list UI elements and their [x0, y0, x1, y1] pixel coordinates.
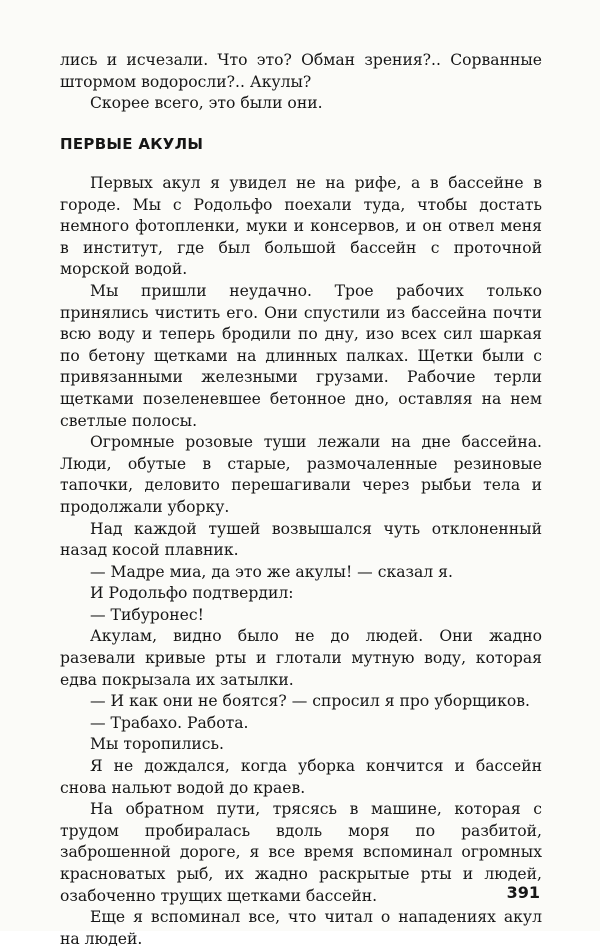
paragraph: Я не дождался, когда уборка кончится и бассейн снова нальют водой до краев.: [60, 757, 542, 797]
page-number: 391: [506, 883, 540, 902]
paragraph: лись и исчезали. Что это? Обман зрения?.. Сорванные штормом водоросли?.. Акулы?: [60, 51, 542, 91]
paragraph: Еще я вспоминал все, что читал о нападениях акул на людей.: [60, 908, 542, 948]
paragraph: — Трабахо. Работа.: [90, 713, 249, 732]
paragraph: Первых акул я увидел не на рифе, а в бассейне в городе. Мы с Родольфо поехали туда, чтобы достать немного фотопленки, муки и консервов, и он отвел меня в институт, где был большой бассейн с проточной морской водой.: [60, 174, 542, 279]
paragraph: Огромные розовые туши лежали на дне бассейна. Люди, обутые в старые, размочаленные резиновые тапочки, деловито перешагивали через рыбьи тела и продолжали уборку.: [60, 433, 542, 516]
section-heading: ПЕРВЫЕ АКУЛЫ: [60, 135, 204, 153]
paragraph: Акулам, видно было не до людей. Они жадно разевали кривые рты и глотали мутную воду, которая едва покрызала их затылки.: [60, 627, 542, 689]
paragraph: Скорее всего, это были они.: [90, 94, 323, 113]
section-body: [60, 173, 542, 950]
continued-text: [60, 50, 542, 115]
paragraph: На обратном пути, трясясь в машине, которая с трудом пробиралась вдоль моря по разбитой, заброшенной дороге, я все время вспоминал огромных красноватых рыб, их жадно раскрытые рты и людей, озабоченно трущих щетками бассейн.: [60, 800, 542, 905]
paragraph: Мы торопились.: [90, 735, 224, 754]
paragraph: — И как они не боятся? — спросил я про уборщиков.: [90, 692, 530, 711]
paragraph: И Родольфо подтвердил:: [90, 584, 294, 603]
paragraph: Над каждой тушей возвышался чуть отклоненный назад косой плавник.: [60, 519, 542, 560]
paragraph: — Мадре миа, да это же акулы! — сказал я.: [90, 562, 453, 581]
paragraph: Мы пришли неудачно. Трое рабочих только принялись чистить его. Они спустили из бассейна почти всю воду и теперь бродили по дну, изо всех сил шаркая по бетону щетками на длинных палках. Щетки были с привязанными железными грузами. Рабочие терли щетками позеленевшее бетонное дно, оставляя на нем светлые полосы.: [60, 281, 542, 430]
paragraph: — Тибуронес!: [90, 605, 204, 624]
